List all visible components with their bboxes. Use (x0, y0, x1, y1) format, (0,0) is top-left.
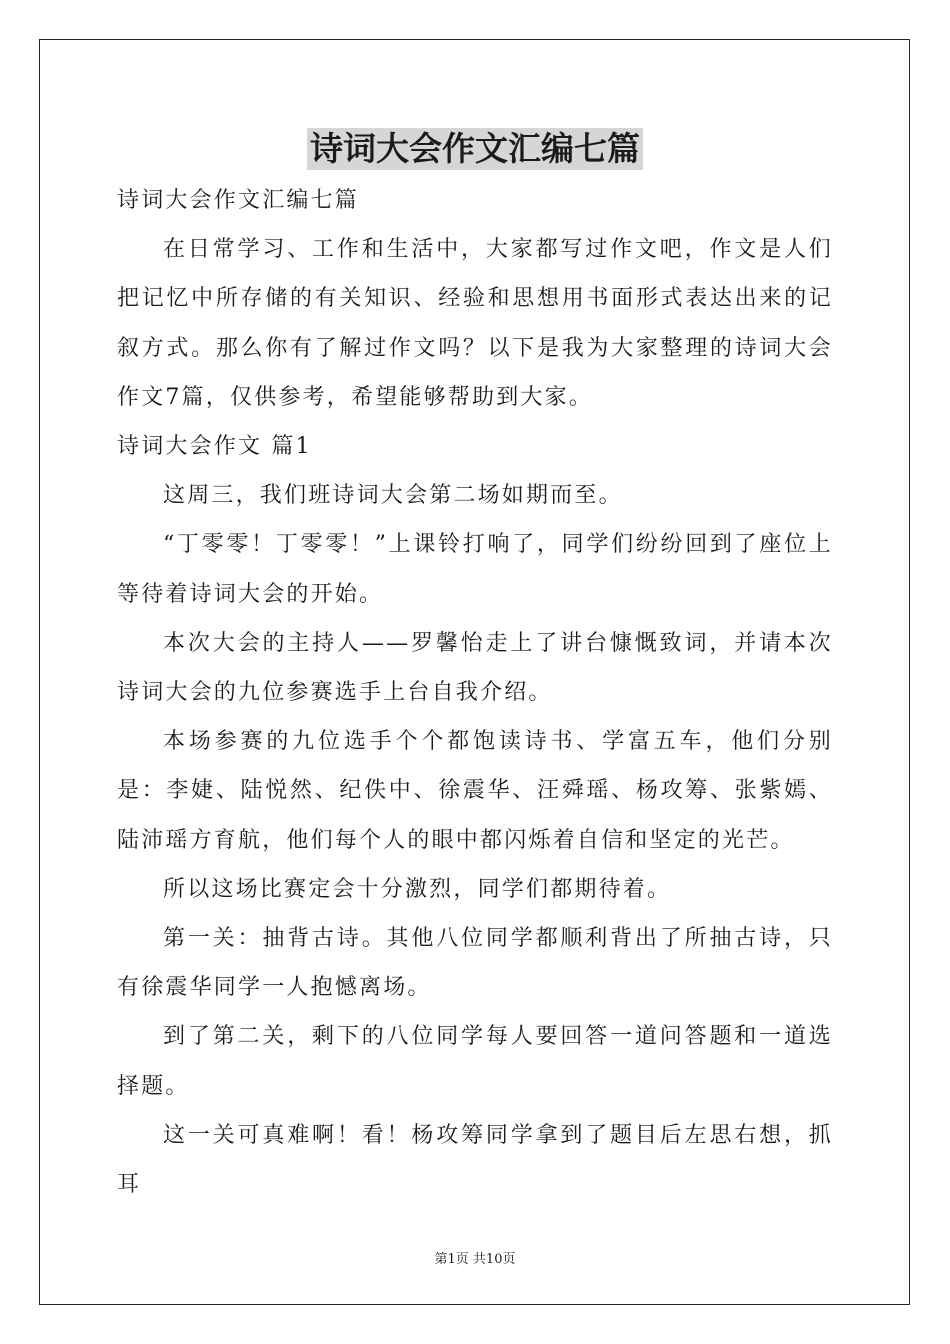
paragraph: 到了第二关，剩下的八位同学每人要回答一道问答题和一道选择题。 (117, 1024, 833, 1099)
document-subtitle: 诗词大会作文汇编七篇 (117, 188, 360, 213)
paragraph: 第一关：抽背古诗。其他八位同学都顺利背出了所抽古诗，只有徐震华同学一人抱憾离场。 (117, 926, 833, 1001)
document-body (117, 176, 833, 1209)
paragraph: “丁零零！丁零零！”上课铃打响了，同学们纷纷回到了座位上等待着诗词大会的开始。 (117, 532, 833, 607)
paragraph: 本次大会的主持人——罗馨怡走上了讲台慷慨致词，并请本次诗词大会的九位参赛选手上台自我介绍。 (117, 630, 833, 706)
title-container (0, 128, 950, 170)
paragraph: 所以这场比赛定会十分激烈，同学们都期待着。 (163, 876, 672, 902)
paragraph: 这一关可真难啊！看！杨攻筹同学拿到了题目后左思右想，抓耳 (117, 1122, 833, 1198)
section-heading: 诗词大会作文 篇1 (117, 434, 312, 460)
document-title: 诗词大会作文汇编七篇 (307, 128, 643, 170)
paragraph: 本场参赛的九位选手个个都饱读诗书、学富五车，他们分别是：李婕、陆悦然、纪佚中、徐震华、汪舜瑶、杨攻筹、张紫嫣、陆沛瑶方育航，他们每个人的眼中都闪烁着自信和坚定的光芒。 (117, 729, 833, 853)
page-footer: 第1页 共10页 (434, 1252, 516, 1267)
paragraph: 这周三，我们班诗词大会第二场如期而至。 (163, 483, 623, 509)
intro-paragraph: 在日常学习、工作和生活中，大家都写过作文吧，作文是人们把记忆中所存储的有关知识、经验和思想用书面形式表达出来的记叙方式。那么你有了解过作文吗？以下是我为大家整理的诗词大会作文7篇，仅供参考，希望能够帮助到大家。 (117, 237, 833, 410)
